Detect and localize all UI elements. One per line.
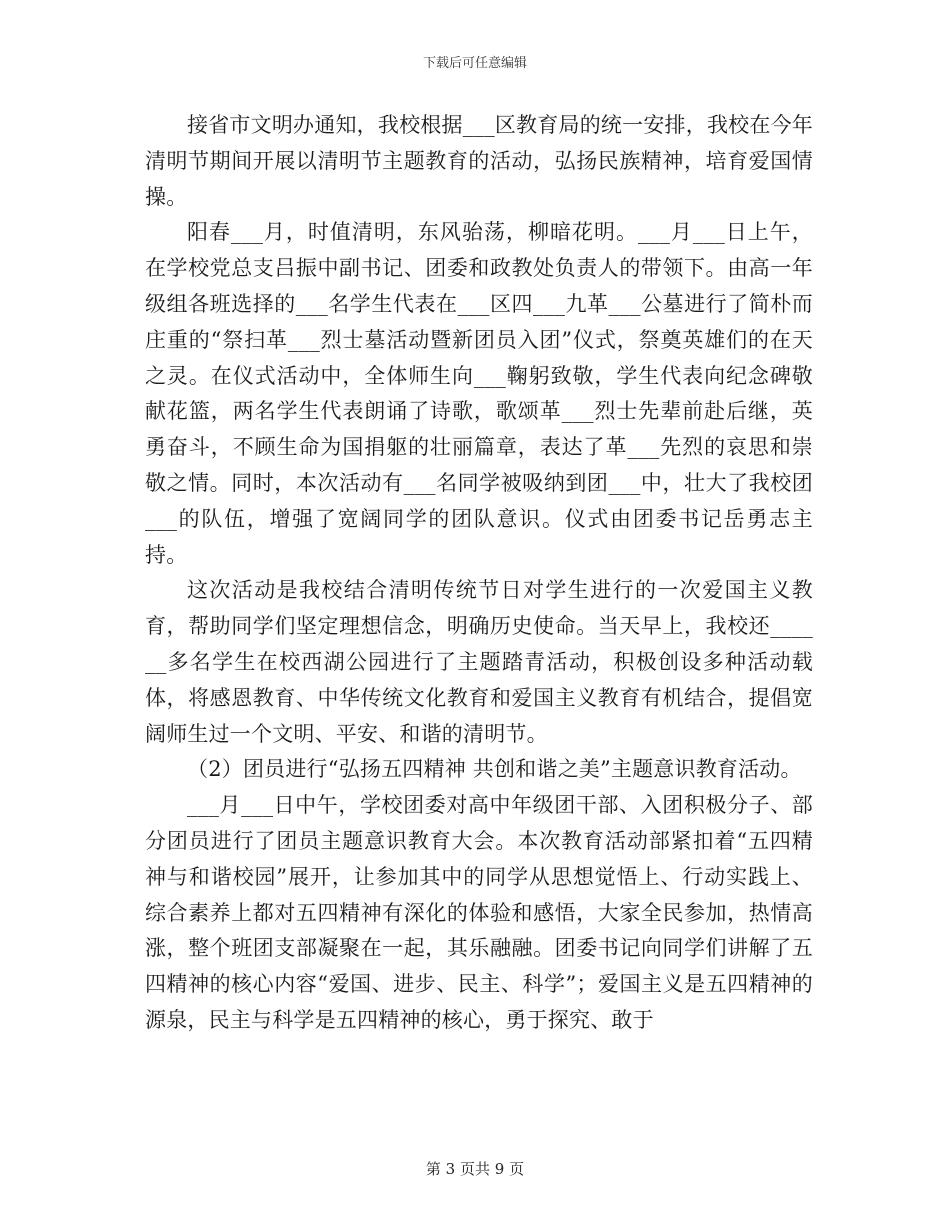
paragraph-1: 接省市文明办通知，我校根据___区教育局的统一安排，我校在今年清明节期间开展以清明节主题教育的活动，弘扬民族精神，培育爱国情操。: [145, 113, 813, 209]
page-number: 第 3 页共 9 页: [425, 1160, 525, 1178]
paragraph-5: ___月___日中午，学校团委对高中年级团干部、入团积极分子、部分团员进行了团员主题意识教育大会。本次教育活动部紧扣着“五四精神与和谐校园”展开，让参加其中的同学从思想觉悟上、行动实践上、综合素养上都对五四精神有深化的体验和感悟，大家全民参加，热情高涨，整个班团支部凝聚在一起，其乐融融。团委书记向同学们讲解了五四精神的核心内容“爱国、进步、民主、科学”；爱国主义是五四精神的源泉，民主与科学是五四精神的核心，勇于探究、敢于: [145, 793, 813, 1032]
paragraph-3: 这次活动是我校结合清明传统节日对学生进行的一次爱国主义教育，帮助同学们坚定理想信念，明确历史使命。当天早上，我校还______多名学生在校西湖公园进行了主题踏青活动，积极创设多种活动载体，将感恩教育、中华传统文化教育和爱国主义教育有机结合，提倡宽阔师生过一个文明、平安、和谐的清明节。: [145, 578, 813, 746]
document-body: [145, 108, 813, 1039]
page-header: 下载后可任意编辑: [422, 56, 527, 71]
paragraph-4: （2）团员进行“弘扬五四精神 共创和谐之美”主题意识教育活动。: [187, 757, 802, 782]
paragraph-2: 阳春___月，时值清明，东风骀荡，柳暗花明。___月___日上午，在学校党总支吕振中副书记、团委和政教处负责人的带领下。由高一年级组各班选择的___名学生代表在___区四___九革___公墓进行了简朴而庄重的“祭扫革___烈士墓活动暨新团员入团”仪式，祭奠英雄们的在天之灵。在仪式活动中，全体师生向___鞠躬致敬，学生代表向纪念碑敬献花篮，两名学生代表朗诵了诗歌，歌颂革___烈士先辈前赴后继，英勇奋斗，不顾生命为国捐躯的壮丽篇章，表达了革___先烈的哀思和崇敬之情。同时，本次活动有___名同学被吸纳到团___中，壮大了我校团___的队伍，增强了宽阔同学的团队意识。仪式由团委书记岳勇志主持。: [145, 220, 813, 567]
